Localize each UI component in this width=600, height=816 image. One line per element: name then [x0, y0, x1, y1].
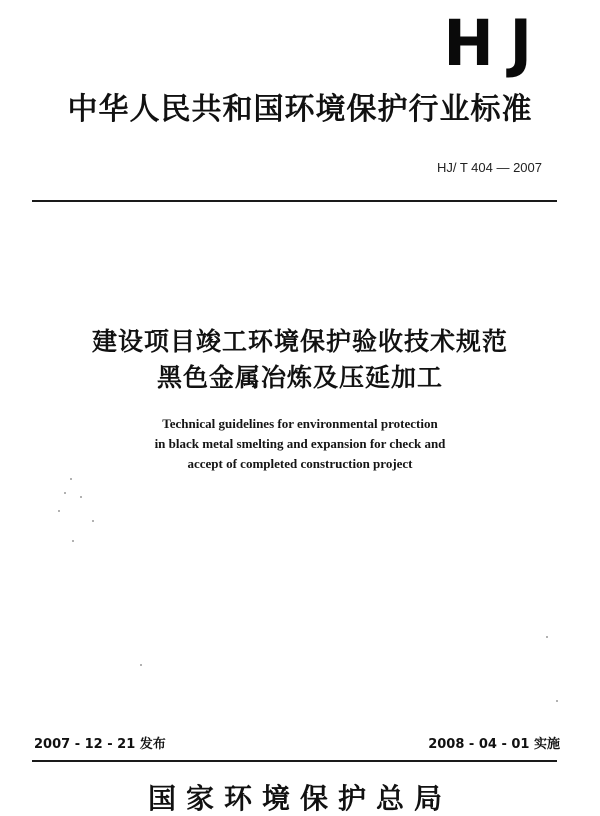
footer-issuing-authority: 国家环境保护总局	[147, 782, 452, 815]
scan-speck	[70, 478, 72, 480]
scan-speck	[80, 496, 82, 498]
bottom-divider	[32, 760, 557, 762]
scan-speck	[64, 492, 66, 494]
scan-speck	[556, 700, 558, 702]
english-title-line-1: Technical guidelines for environmental protection	[162, 416, 438, 431]
issue-date: 2007 - 12 - 21 发布	[34, 737, 166, 752]
scan-speck	[58, 510, 60, 512]
scan-speck	[92, 520, 94, 522]
chinese-title-line-1: 建设项目竣工环境保护验收技术规范	[91, 327, 508, 356]
chinese-title-line-2: 黑色金属冶炼及压延加工	[156, 363, 443, 392]
hj-logo: HJ	[443, 7, 548, 81]
scan-speck	[546, 636, 548, 638]
scan-speck	[140, 664, 142, 666]
scan-speck	[72, 540, 74, 542]
top-divider	[32, 200, 557, 202]
issuing-body-title: 中华人民共和国环境保护行业标准	[67, 92, 533, 127]
english-title-line-2: in black metal smelting and expansion for check and	[154, 436, 446, 451]
effective-date: 2008 - 04 - 01 实施	[428, 737, 560, 752]
english-title	[0, 414, 600, 474]
standard-number: HJ/ T 404 — 2007	[436, 160, 542, 175]
english-title-line-3: accept of completed construction project	[187, 456, 413, 471]
